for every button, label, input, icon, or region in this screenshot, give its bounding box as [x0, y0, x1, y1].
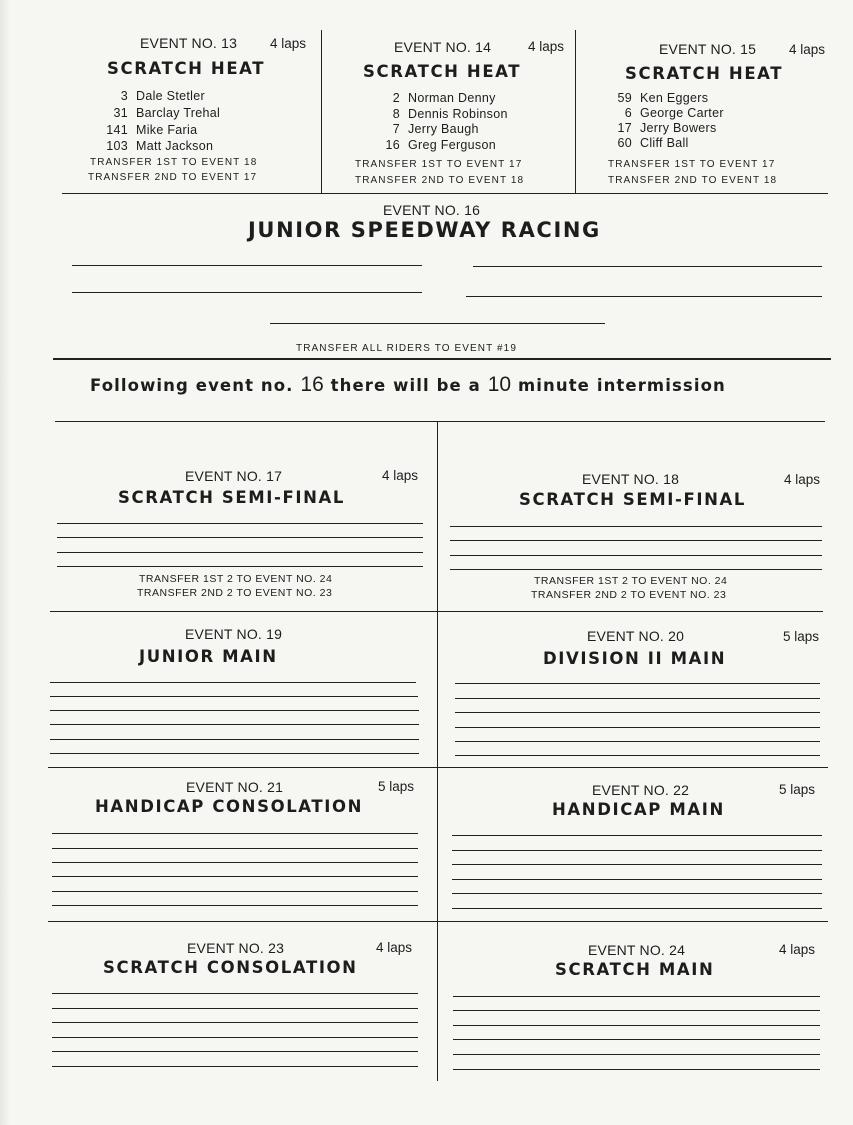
event-number: EVENT NO. 21 — [186, 779, 284, 795]
event-laps: 5 laps — [779, 782, 816, 797]
rider-row: 60 Cliff Ball — [617, 136, 689, 150]
event-laps: 4 laps — [270, 36, 307, 51]
transfer-note: TRANSFER 1ST 2 TO EVENT NO. 24 — [139, 573, 333, 585]
event-laps: 4 laps — [779, 942, 816, 957]
heat-divider-1 — [321, 30, 322, 194]
event-laps: 5 laps — [378, 779, 415, 794]
event-number: EVENT NO. 19 — [185, 626, 283, 642]
event-number: EVENT NO. 22 — [592, 782, 690, 798]
event-title: SCRATCH HEAT — [363, 62, 522, 81]
transfer-note: TRANSFER 1ST TO EVENT 17 — [355, 159, 523, 170]
event-title: HANDICAP CONSOLATION — [95, 797, 364, 816]
transfer-note: TRANSFER 2ND TO EVENT 17 — [88, 172, 258, 183]
transfer-note: TRANSFER 2ND TO EVENT 18 — [608, 175, 778, 186]
event-number: EVENT NO. 14 — [394, 39, 492, 55]
event-number: EVENT NO. 24 — [588, 942, 686, 958]
rider-row: 2 Norman Denny — [392, 91, 496, 105]
transfer-note: TRANSFER 2ND TO EVENT 18 — [355, 175, 525, 186]
transfer-note: TRANSFER 2ND 2 TO EVENT NO. 23 — [137, 587, 333, 599]
section-divider — [62, 193, 828, 194]
section-divider — [53, 358, 831, 360]
event-title: SCRATCH MAIN — [555, 960, 715, 979]
event-number: EVENT NO. 13 — [140, 35, 238, 51]
page-edge-shadow — [0, 0, 10, 1125]
event-laps: 4 laps — [528, 39, 565, 54]
rider-row: 103 Matt Jackson — [106, 139, 214, 153]
event-number: EVENT NO. 23 — [187, 940, 285, 956]
transfer-note: TRANSFER 2ND 2 TO EVENT NO. 23 — [531, 589, 727, 601]
heat-divider-2 — [575, 30, 576, 194]
row-divider — [48, 921, 828, 922]
event-title: SCRATCH SEMI-FINAL — [118, 488, 345, 507]
entry-line — [473, 266, 822, 267]
entry-line — [72, 292, 422, 293]
event-title: JUNIOR MAIN — [139, 647, 278, 666]
event-title: SCRATCH HEAT — [107, 59, 266, 78]
event-laps: 4 laps — [376, 940, 413, 955]
entry-line — [270, 323, 605, 324]
event-title: DIVISION II MAIN — [543, 649, 727, 668]
transfer-note: TRANSFER 1ST TO EVENT 17 — [608, 159, 776, 170]
event-title: HANDICAP MAIN — [552, 800, 725, 819]
event-number: EVENT NO. 18 — [582, 471, 680, 487]
row-divider — [50, 611, 823, 612]
event-number: EVENT NO. 16 — [383, 202, 481, 218]
rider-row: 17 Jerry Bowers — [617, 121, 717, 135]
event-number: EVENT NO. 20 — [587, 628, 685, 644]
entry-line — [466, 296, 822, 297]
rider-row: 6 George Carter — [624, 106, 724, 120]
rider-row: 8 Dennis Robinson — [392, 107, 508, 121]
rider-row: 31 Barclay Trehal — [113, 106, 221, 120]
transfer-note: TRANSFER 1ST 2 TO EVENT NO. 24 — [534, 575, 728, 587]
event-title: SCRATCH HEAT — [625, 64, 784, 83]
event-title: JUNIOR SPEEDWAY RACING — [248, 218, 601, 242]
transfer-note: TRANSFER 1ST TO EVENT 18 — [90, 157, 258, 168]
event-laps: 4 laps — [382, 468, 419, 483]
event-title: SCRATCH CONSOLATION — [103, 958, 358, 977]
rider-row: 7 Jerry Baugh — [392, 122, 479, 136]
intermission-notice: Following event no. 16 there will be a 10 minute intermission — [90, 373, 726, 396]
section-divider — [55, 421, 825, 422]
event-number: EVENT NO. 15 — [659, 41, 757, 57]
rider-row: 141 Mike Faria — [106, 123, 198, 137]
rider-row: 59 Ken Eggers — [617, 91, 709, 105]
event-laps: 4 laps — [789, 42, 826, 57]
rider-row: 3 Dale Stetler — [120, 89, 205, 103]
row-divider — [48, 767, 828, 768]
transfer-note: TRANSFER ALL RIDERS TO EVENT #19 — [296, 343, 518, 354]
event-laps: 5 laps — [783, 629, 820, 644]
grid-center-divider — [437, 421, 438, 1081]
rider-row: 16 Greg Ferguson — [385, 138, 496, 152]
event-number: EVENT NO. 17 — [185, 468, 283, 484]
entry-line — [72, 265, 422, 266]
event-title: SCRATCH SEMI-FINAL — [519, 490, 746, 509]
event-laps: 4 laps — [784, 472, 821, 487]
